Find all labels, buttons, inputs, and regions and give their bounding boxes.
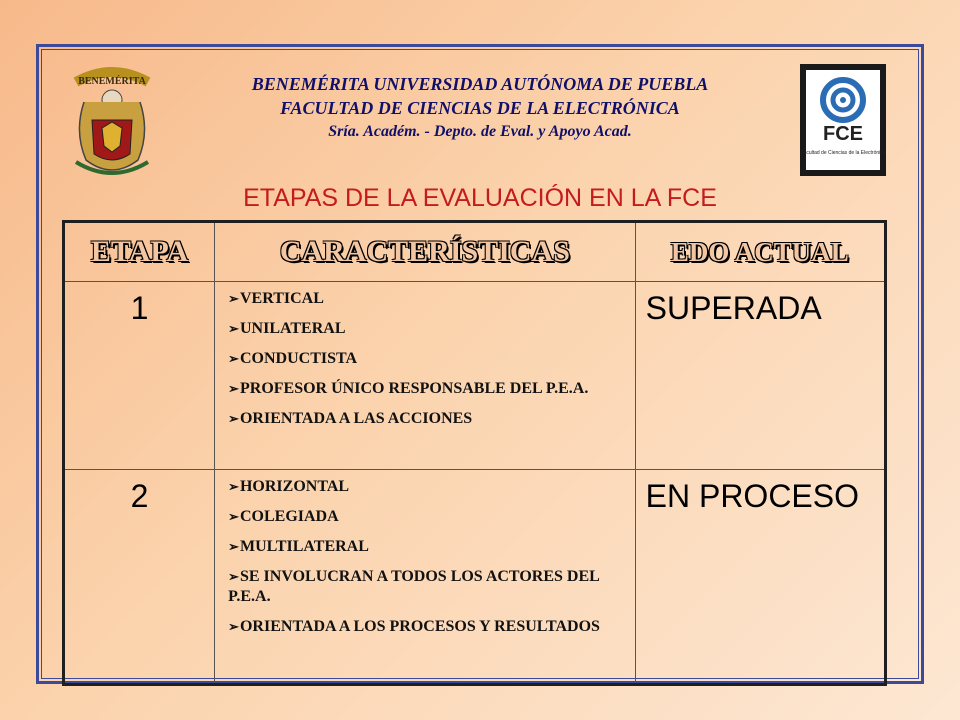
header-estado: EDO ACTUAL xyxy=(635,222,885,282)
list-item: ➢UNILATERAL xyxy=(228,320,346,337)
arrow-bullet-icon: ➢ xyxy=(228,479,239,494)
arrow-bullet-icon: ➢ xyxy=(228,291,239,306)
arrow-bullet-icon: ➢ xyxy=(228,539,239,554)
arrow-bullet-icon: ➢ xyxy=(228,381,239,396)
header-etapa: ETAPA xyxy=(64,222,215,282)
fce-emblem-icon xyxy=(800,70,886,170)
fce-logo-subtitle: Facultad de Ciencias de la Electrónica xyxy=(800,150,886,156)
estado-cell: SUPERADA xyxy=(635,282,885,470)
list-item: ➢VERTICAL xyxy=(228,290,324,307)
fce-logo-text: FCE xyxy=(823,123,863,145)
arrow-bullet-icon: ➢ xyxy=(228,509,239,524)
list-item: ➢SE INVOLUCRAN A TODOS LOS ACTORES DEL P.E.A. xyxy=(228,568,599,605)
arrow-bullet-icon: ➢ xyxy=(228,351,239,366)
list-item: ➢HORIZONTAL xyxy=(228,478,350,495)
faculty-name: FACULTAD DE CIENCIAS DE LA ELECTRÓNICA xyxy=(280,98,680,118)
list-item: ➢ORIENTADA A LAS ACCIONES xyxy=(228,410,473,427)
list-item: ➢CONDUCTISTA xyxy=(228,350,358,367)
etapa-cell: 1 xyxy=(64,282,215,470)
institution-header xyxy=(150,72,810,144)
caracteristicas-cell xyxy=(215,282,636,470)
list-item: ➢COLEGIADA xyxy=(228,508,339,525)
etapa-cell: 2 xyxy=(64,470,215,685)
evaluation-stages-table xyxy=(62,220,887,686)
department-name: Sría. Académ. - Depto. de Eval. y Apoyo Acad. xyxy=(328,123,632,140)
seal-text: BENEMÉRITA xyxy=(78,76,146,87)
caracteristicas-cell xyxy=(215,470,636,685)
list-item: ➢ORIENTADA A LOS PROCESOS Y RESULTADOS xyxy=(228,618,600,635)
arrow-bullet-icon: ➢ xyxy=(228,569,239,584)
slide-title: ETAPAS DE LA EVALUACIÓN EN LA FCE xyxy=(243,184,717,212)
list-item: ➢PROFESOR ÚNICO RESPONSABLE DEL P.E.A. xyxy=(228,380,589,397)
list-item: ➢MULTILATERAL xyxy=(228,538,369,555)
university-seal-logo xyxy=(66,62,158,182)
header-caracteristicas: CARACTERÍSTICAS xyxy=(215,222,636,282)
table-row xyxy=(64,470,886,685)
estado-cell: EN PROCESO xyxy=(635,470,885,685)
fce-logo xyxy=(800,64,886,176)
arrow-bullet-icon: ➢ xyxy=(228,619,239,634)
arrow-bullet-icon: ➢ xyxy=(228,321,239,336)
table-row xyxy=(64,282,886,470)
arrow-bullet-icon: ➢ xyxy=(228,411,239,426)
seal-icon xyxy=(66,62,158,182)
university-name: BENEMÉRITA UNIVERSIDAD AUTÓNOMA DE PUEBLA xyxy=(251,74,709,94)
